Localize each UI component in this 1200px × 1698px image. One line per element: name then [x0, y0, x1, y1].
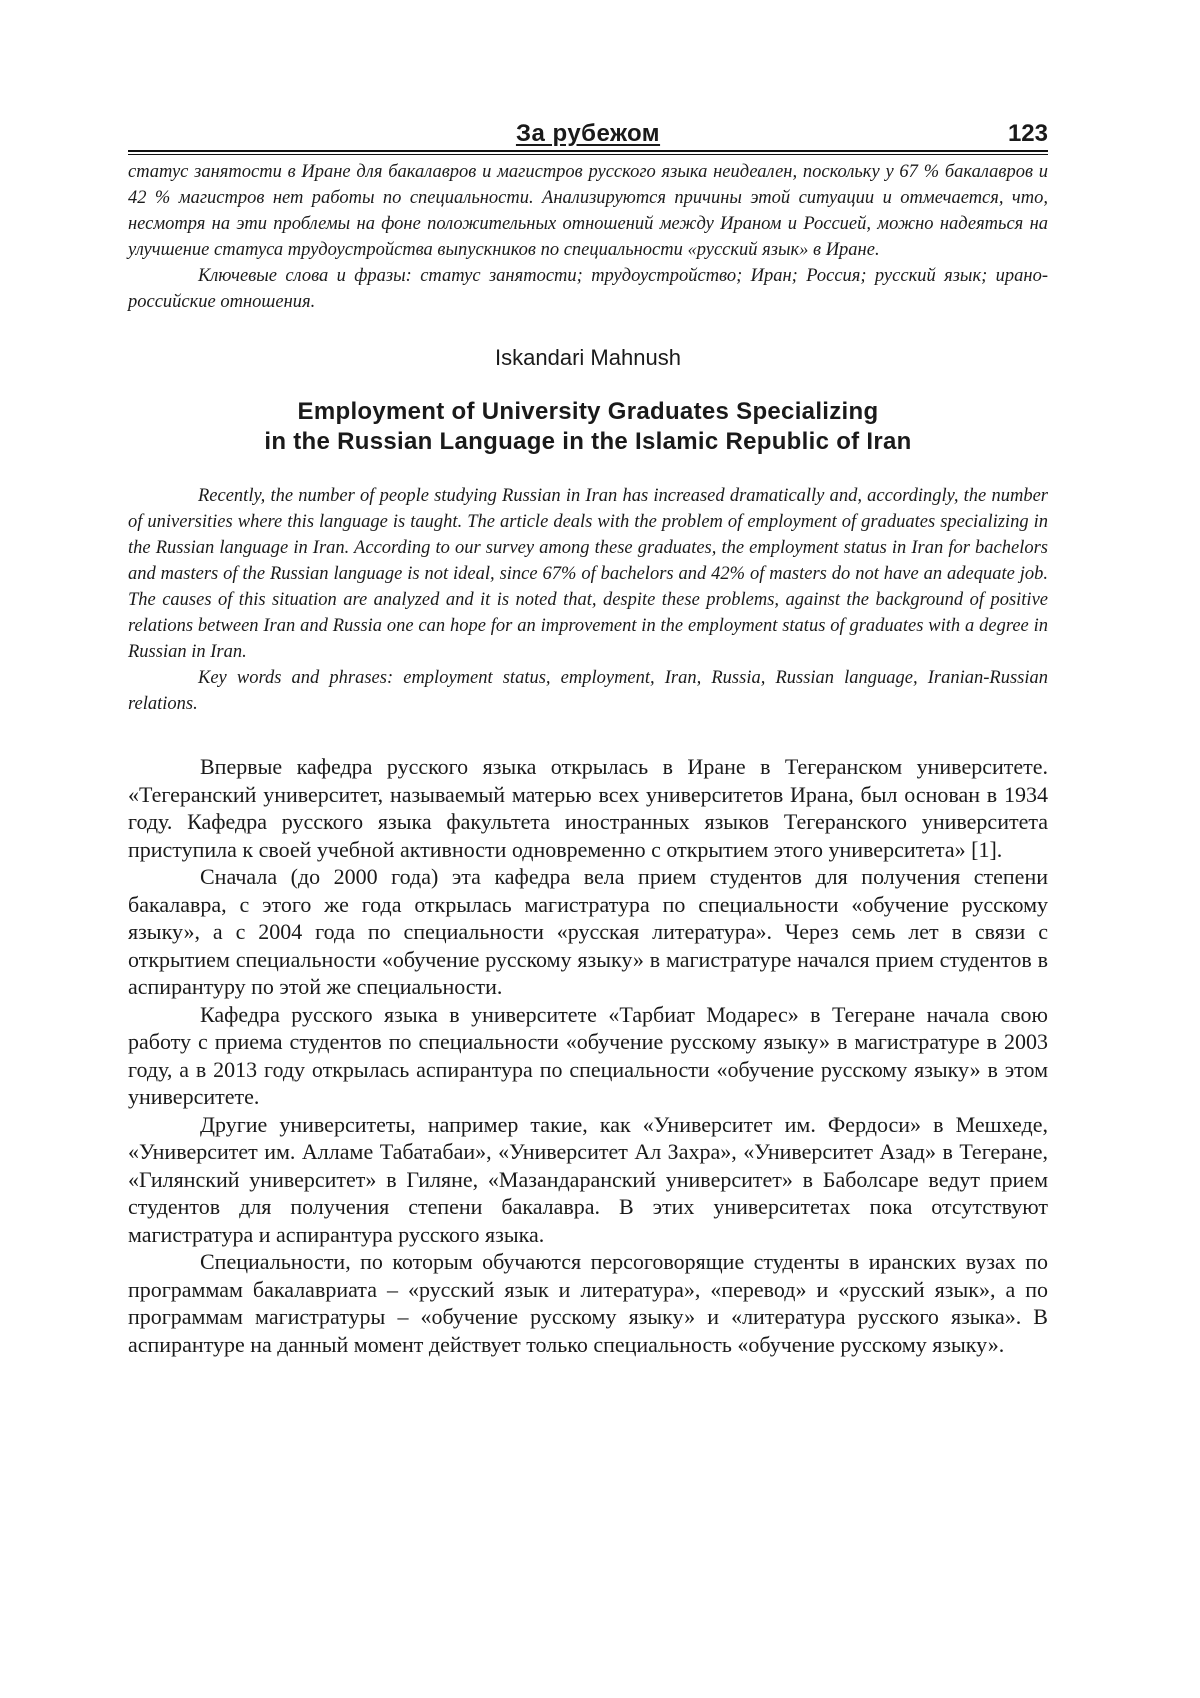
running-head: [128, 118, 1048, 150]
page: [128, 118, 1048, 1358]
russian-abstract: [128, 159, 1048, 315]
author-name: Iskandari Mahnush: [495, 345, 681, 370]
english-abstract-text: Recently, the number of people studying Russian in Iran has increased dramatically and, accordingly, the number of universities where this language is taught. The article deals with the problem of employment of graduates specializing in the Russian language in Iran. According to our survey among these graduates, the employment status in Iran for bachelors and masters of the Russian language is not ideal, since 67% of bachelors and 42% of masters do not have an adequate job. The causes of this situation are analyzed and it is noted that, despite these problems, against the background of positive relations between Iran and Russia one can hope for an improvement in the employment status of graduates with a degree in Russian in Iran.: [128, 486, 1048, 662]
article-title-line-2: in the Russian Language in the Islamic Republic of Iran: [264, 428, 912, 455]
header-rule-thick: [128, 150, 1048, 152]
page-number: 123: [1007, 120, 1048, 147]
russian-abstract-text: статус занятости в Иране для бакалавров и магистров русского языка неидеален, поскольку у 67 % бакалавров и 42 % магистров нет работы по специальности. Анализируются причины этой ситуации и отмечается, что, несмотря на эти проблемы на фоне положительных отношений между Ираном и Россией, можно надеяться на улучшение статуса трудоустройства выпускников по специальности «русский язык» в Иране.: [128, 162, 1048, 260]
article-title-line-1: Employment of University Graduates Specializing: [297, 398, 879, 425]
body-paragraph-1: Впервые кафедра русского языка открылась в Иране в Тегеранском университете. «Тегеранский университет, называемый матерью всех университетов Ирана, был основан в 1934 году. Кафедра русского языка факультета иностранных языков Тегеранского университета приступила к своей учебной активности одновременно с открытием этого университета» [1].: [128, 754, 1048, 862]
article-title: [128, 397, 1048, 457]
body-paragraph-5: Специальности, по которым обучаются персоговорящие студенты в иранских вузах по программам бакалавриата – «русский язык и литература», «перевод» и «русский язык», а по программам магистратуры – «обучение русскому языку» и «литература русского языка». В аспирантуре на данный момент действует только специальность «обучение русскому языку».: [128, 1249, 1048, 1357]
header-rule-thin: [128, 154, 1048, 155]
russian-keywords: Ключевые слова и фразы: статус занятости; трудоустройство; Иран; Россия; русский язык; ирано-российские отношения.: [128, 266, 1048, 312]
body-paragraph-3: Кафедра русского языка в университете «Тарбиат Модарес» в Тегеране начала свою работу с приема студентов по специальности «обучение русскому языку» в магистратуре в 2003 году, а в 2013 году открылась аспирантура по специальности «обучение русскому языку» в этом университете.: [128, 1001, 1048, 1109]
english-keywords: Key words and phrases: employment status, employment, Iran, Russia, Russian language, Iranian-Russian relations.: [128, 668, 1048, 714]
body-text: [128, 753, 1048, 1358]
body-paragraph-4: Другие университеты, например такие, как «Университет им. Фердоси» в Мешхеде, «Университет им. Алламе Табатабаи», «Университет Ал Захра», «Университет Азад» в Тегеране, «Гилянский университет» в Гиляне, «Мазандаранский университет» в Баболсаре ведут прием студентов для получения степени бакалавра. В этих университетах пока отсутствуют магистратура и аспирантура русского языка.: [128, 1111, 1048, 1247]
section-title: За рубежом: [515, 120, 661, 147]
body-paragraph-2: Сначала (до 2000 года) эта кафедра вела прием студентов для получения степени бакалавра, с этого же года открылась магистратура по специальности «обучение русскому языку», а с 2004 года по специальности «русская литература». Через семь лет в связи с открытием специальности «обучение русскому языку» в магистратуре начался прием студентов в аспирантуру по этой же специальности.: [128, 864, 1048, 999]
english-abstract: [128, 483, 1048, 717]
